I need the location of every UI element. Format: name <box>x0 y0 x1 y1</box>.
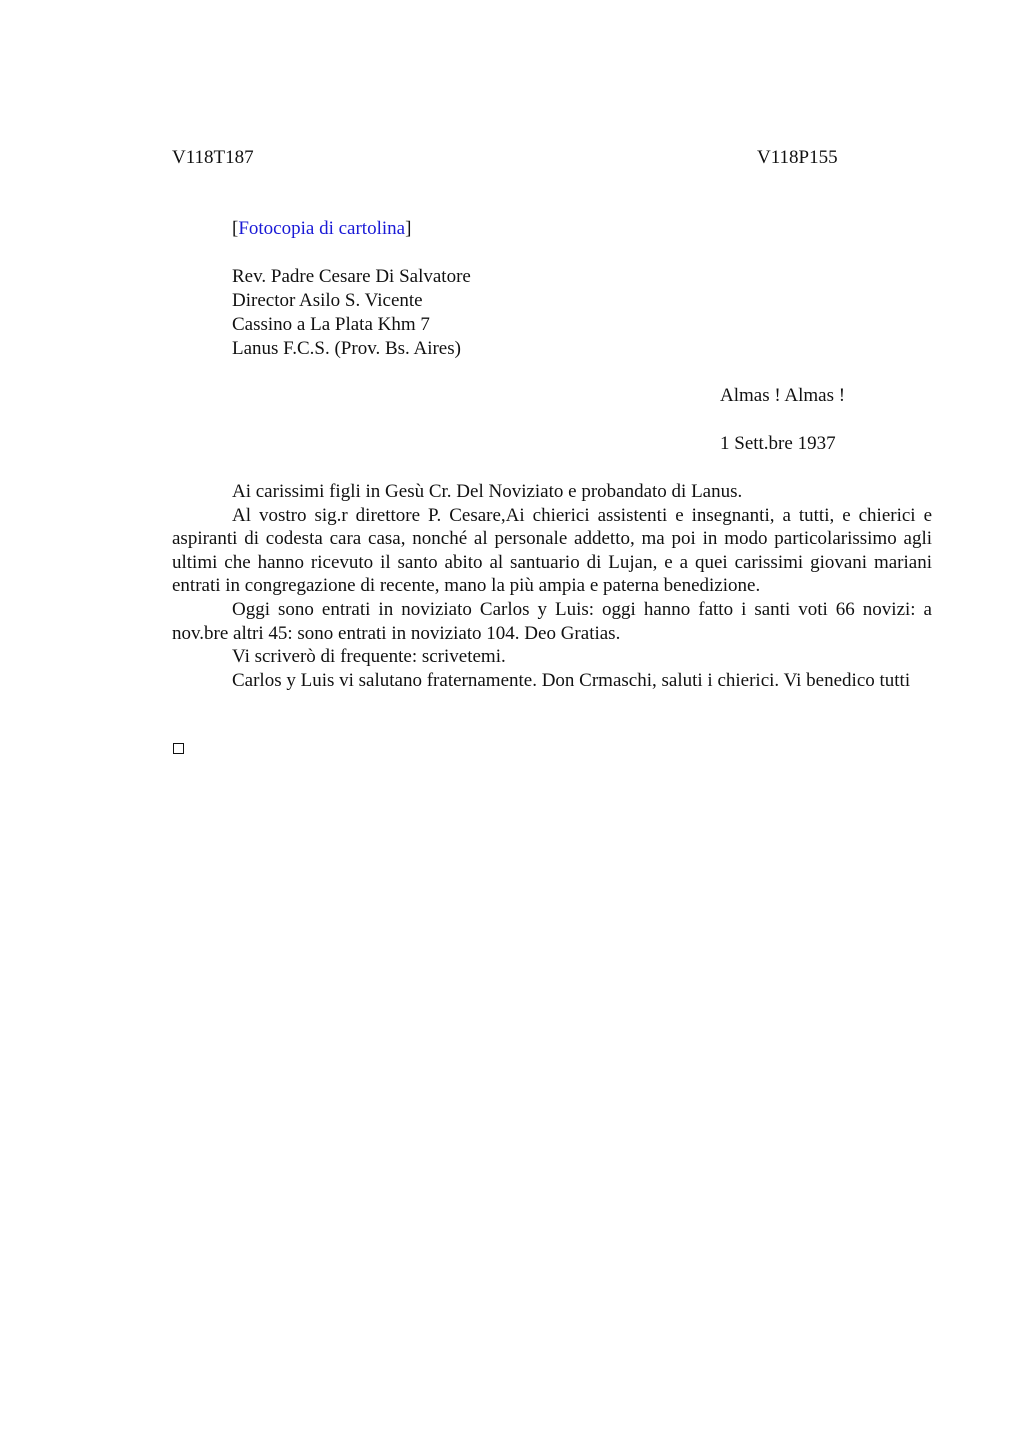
address-line: Director Asilo S. Vicente <box>232 290 423 311</box>
address-line: Lanus F.C.S. (Prov. Bs. Aires) <box>232 338 461 359</box>
note-close-bracket: ] <box>405 218 412 239</box>
photocopy-note-link[interactable]: Fotocopia di cartolina <box>238 218 406 239</box>
letter-date: 1 Sett.bre 1937 <box>720 433 836 454</box>
letter-paragraph: Carlos y Luis vi salutano fraternamente. Don Crmaschi, saluti i chierici. Vi benedico tutti <box>232 669 911 691</box>
note-open-bracket: [ <box>232 218 239 239</box>
letter-body <box>172 480 932 692</box>
letter-paragraph: Al vostro sig.r direttore P. Cesare,Ai chierici assistenti e insegnanti, a tutti, e chierici e aspiranti di codesta cara casa, nonché al personale addetto, ma poi in modo particolarissimo agli ultimi che hanno ricevuto il santo abito al santuario di Lujan, e a quei carissimi giovani mariani entrati in congregazione di recente, mano la più ampia e paterna benedizione. <box>172 504 932 597</box>
letter-paragraph: Oggi sono entrati in noviziato Carlos y Luis: oggi hanno fatto i santi voti 66 novizi: a nov.bre altri 45: sono entrati in noviziato 104. Deo Gratias. <box>172 598 932 644</box>
document-code-left: V118T187 <box>172 147 254 168</box>
letter-paragraph: Ai carissimi figli in Gesù Cr. Del Noviziato e probandato di Lanus. <box>232 481 743 502</box>
letter-paragraph: Vi scriverò di frequente: scrivetemi. <box>232 646 506 668</box>
end-marker-box-icon <box>173 743 184 754</box>
motto: Almas ! Almas ! <box>720 385 846 406</box>
address-line: Cassino a La Plata Khm 7 <box>232 314 430 335</box>
document-code-right: V118P155 <box>757 147 838 168</box>
editorial-note <box>232 217 411 241</box>
address-line: Rev. Padre Cesare Di Salvatore <box>232 266 471 287</box>
recipient-address <box>232 265 471 361</box>
